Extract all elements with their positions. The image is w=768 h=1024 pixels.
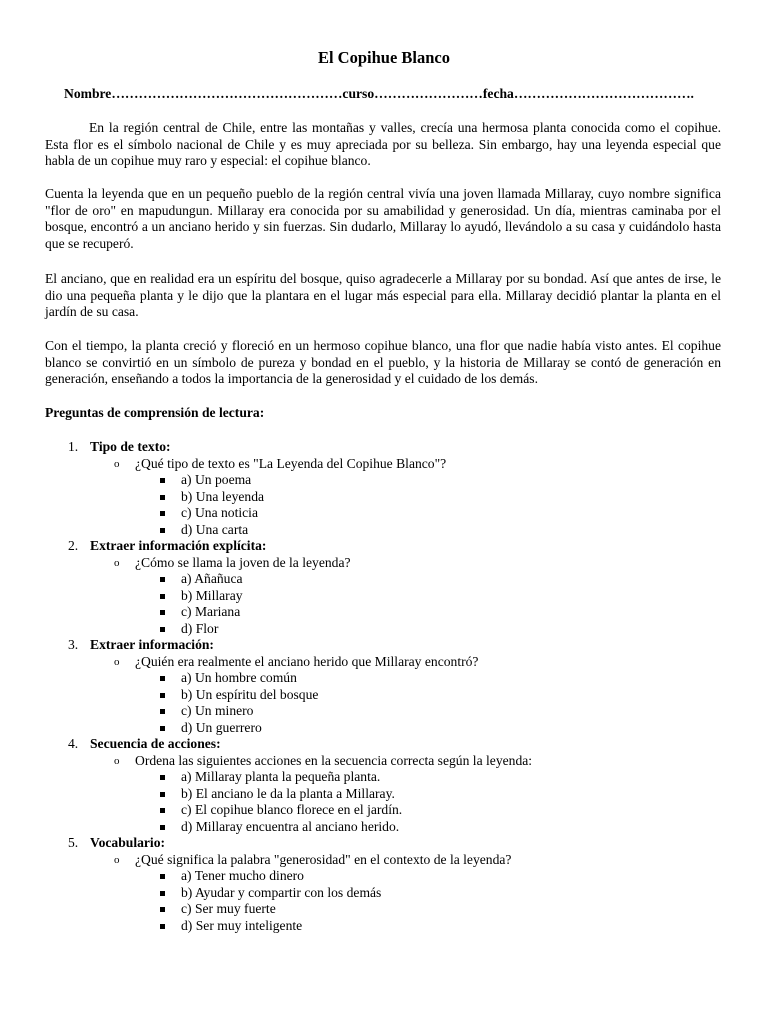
question-title: Extraer información explícita:	[90, 538, 267, 553]
square-bullet-icon	[160, 709, 165, 714]
student-info-line: Nombre……………………………………………curso……………………fecha………………………………….	[64, 86, 694, 101]
question-item	[0, 439, 768, 538]
square-bullet-icon	[160, 627, 165, 632]
answer-option: a) Un poema	[181, 472, 252, 487]
square-bullet-icon	[160, 676, 165, 681]
paragraph-4: Con el tiempo, la planta creció y floreció en un hermoso copihue blanco, una flor que nadie había visto antes. El copihue blanco se convirtió en un símbolo de pureza y bondad en el pueblo, y la historia de Millaray se contó de generación en generación, enseñando a todos la importancia de la generosidad y el cuidado de los demás.	[45, 338, 721, 386]
square-bullet-icon	[160, 610, 165, 615]
paragraph-3: El anciano, que en realidad era un espíritu del bosque, quiso agradecerle a Millaray por su bondad. Así que antes de irse, le dio una pequeña planta y le dijo que la plantara en el lugar más especial para ella. Millaray decidió plantar la planta en el jardín de su casa.	[45, 271, 721, 319]
answer-option: b) Una leyenda	[181, 488, 265, 504]
answer-option: a) Un hombre común	[181, 670, 297, 685]
document-title: El Copihue Blanco	[317, 48, 451, 67]
square-bullet-icon	[160, 478, 165, 483]
square-bullet-icon	[160, 511, 165, 516]
circle-bullet-icon: o	[114, 655, 120, 668]
paragraph-1: En la región central de Chile, entre las montañas y valles, crecía una hermosa planta conocida como el copihue. Esta flor es el símbolo nacional de Chile y es muy apreciada por su belleza. Sin embargo, hay una leyenda especial que habla de un copihue muy raro y especial: el copihue blanco.	[45, 120, 721, 168]
questions-list	[0, 439, 768, 934]
question-number: 5.	[68, 835, 79, 850]
question-number: 4.	[68, 736, 79, 751]
square-bullet-icon	[160, 891, 165, 896]
answer-option: c) Un minero	[181, 703, 254, 718]
question-prompt: Ordena las siguientes acciones en la secuencia correcta según la leyenda:	[135, 752, 533, 768]
question-title: Vocabulario:	[90, 835, 166, 850]
question-title: Extraer información:	[90, 637, 214, 652]
answer-option: b) Ayudar y compartir con los demás	[181, 884, 382, 900]
circle-bullet-icon: o	[114, 556, 120, 569]
answer-option: d) Una carta	[181, 521, 249, 537]
answer-option: d) Flor	[181, 620, 219, 636]
square-bullet-icon	[160, 792, 165, 797]
question-number: 1.	[68, 439, 79, 454]
question-prompt: ¿Qué tipo de texto es "La Leyenda del Copihue Blanco"?	[135, 455, 447, 471]
answer-option: b) Un espíritu del bosque	[181, 686, 319, 702]
square-bullet-icon	[160, 825, 165, 830]
answer-option: d) Un guerrero	[181, 719, 262, 735]
square-bullet-icon	[160, 594, 165, 599]
square-bullet-icon	[160, 924, 165, 929]
questions-heading: Preguntas de comprensión de lectura:	[45, 405, 265, 420]
question-number: 3.	[68, 637, 79, 652]
question-title: Tipo de texto:	[90, 439, 171, 454]
answer-option: c) Ser muy fuerte	[181, 901, 276, 916]
answer-option: c) Una noticia	[181, 505, 258, 520]
square-bullet-icon	[160, 874, 165, 879]
answer-option: a) Millaray planta la pequeña planta.	[181, 769, 381, 784]
answer-option: d) Millaray encuentra al anciano herido.	[181, 818, 400, 834]
square-bullet-icon	[160, 726, 165, 731]
question-item	[0, 835, 768, 934]
answer-option: a) Tener mucho dinero	[181, 868, 304, 883]
square-bullet-icon	[160, 775, 165, 780]
square-bullet-icon	[160, 577, 165, 582]
question-title: Secuencia de acciones:	[90, 736, 221, 751]
question-item	[0, 736, 768, 835]
paragraph-2: Cuenta la leyenda que en un pequeño pueblo de la región central vivía una joven llamada Millaray, cuyo nombre significa "flor de oro" en mapudungun. Millaray era conocida por su amabilidad y generosidad. Un día, mientras caminaba por el bosque, encontró a un anciano herido y sin fuerzas. Sin dudarlo, Millaray lo ayudó, llevándolo a su casa y cuidándolo hasta que se recuperó.	[45, 186, 721, 251]
question-prompt: ¿Cómo se llama la joven de la leyenda?	[135, 554, 351, 570]
question-item	[0, 637, 768, 736]
square-bullet-icon	[160, 808, 165, 813]
question-item	[0, 538, 768, 637]
answer-option: d) Ser muy inteligente	[181, 917, 303, 933]
question-prompt: ¿Qué significa la palabra "generosidad" en el contexto de la leyenda?	[135, 851, 512, 867]
square-bullet-icon	[160, 907, 165, 912]
question-number: 2.	[68, 538, 79, 553]
circle-bullet-icon: o	[114, 853, 120, 866]
answer-option: a) Añañuca	[181, 571, 243, 586]
question-prompt: ¿Quién era realmente el anciano herido que Millaray encontró?	[135, 653, 479, 669]
square-bullet-icon	[160, 693, 165, 698]
square-bullet-icon	[160, 495, 165, 500]
answer-option: c) Mariana	[181, 604, 241, 619]
answer-option: c) El copihue blanco florece en el jardín.	[181, 802, 403, 817]
square-bullet-icon	[160, 528, 165, 533]
answer-option: b) El anciano le da la planta a Millaray.	[181, 785, 395, 801]
circle-bullet-icon: o	[114, 754, 120, 767]
circle-bullet-icon: o	[114, 457, 120, 470]
answer-option: b) Millaray	[181, 587, 243, 603]
